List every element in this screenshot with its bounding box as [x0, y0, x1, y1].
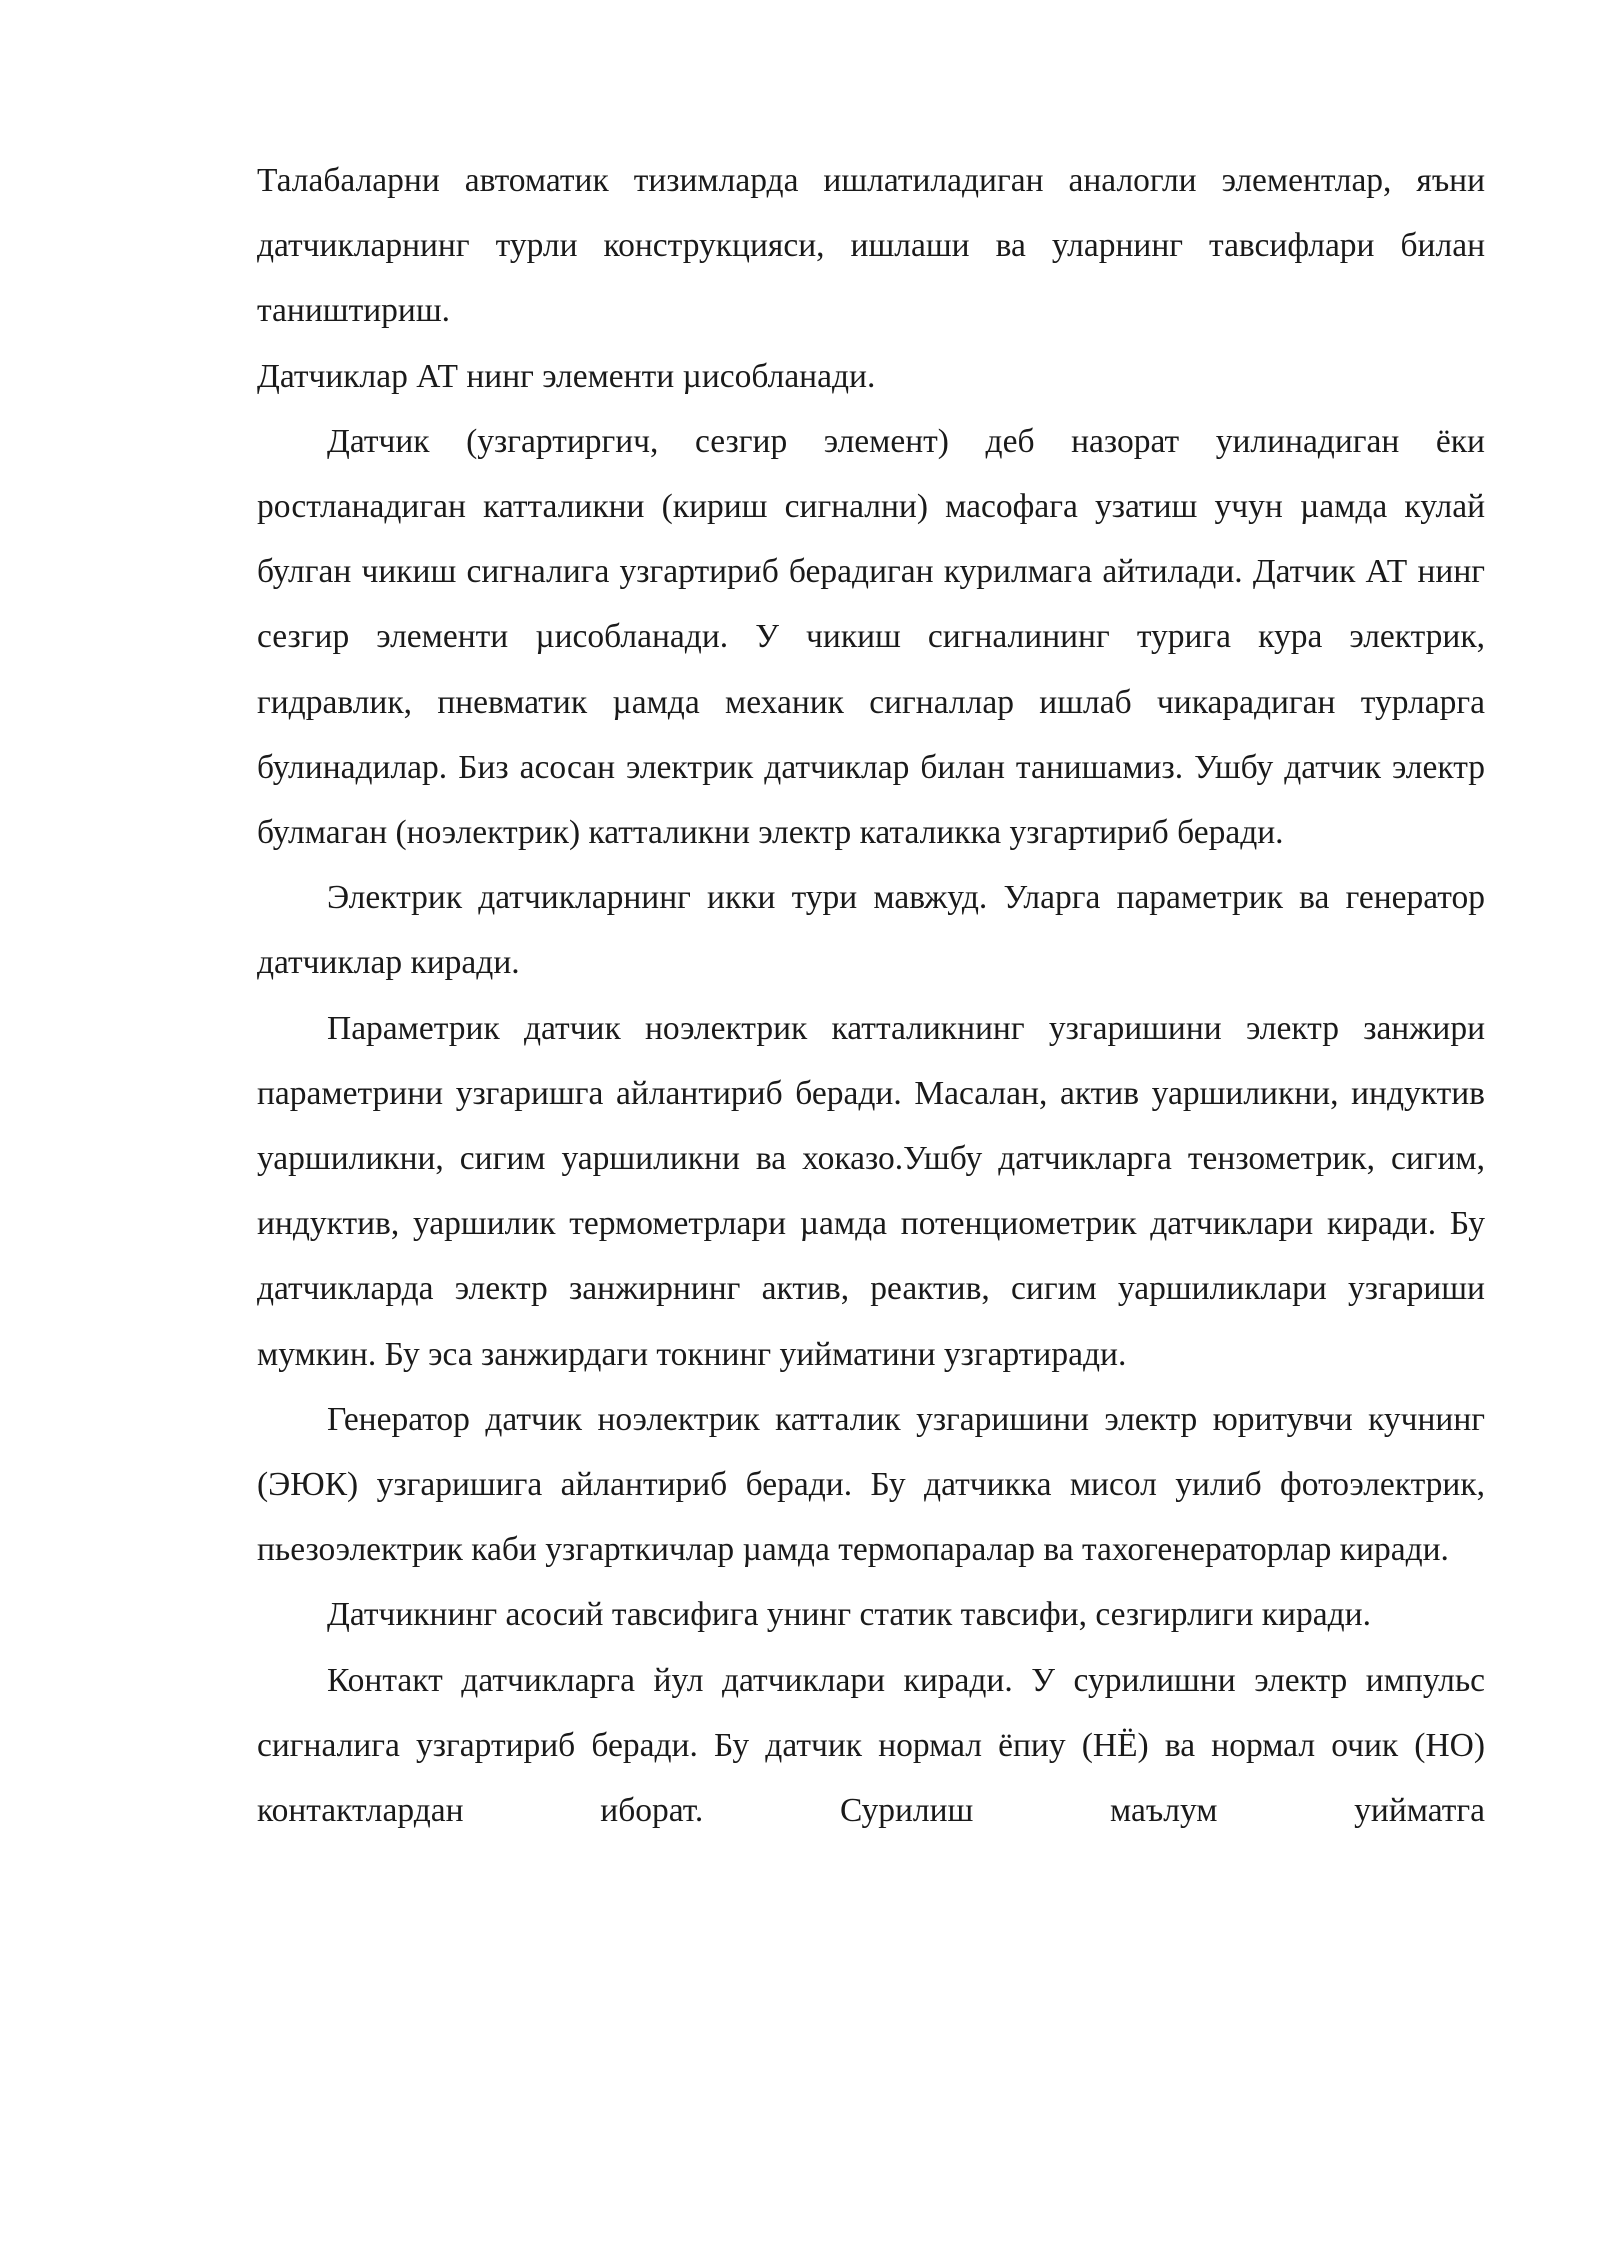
paragraph-definition-short: Датчиклар АТ нинг элементи µисобланади.	[257, 357, 876, 395]
paragraph-electric-sensor-types: Электрик датчикларнинг икки тури мавжуд. Уларга параметрик ва генератор датчиклар киради.	[257, 879, 1485, 982]
document-body	[257, 148, 1485, 1843]
paragraph-contact-sensors: Контакт датчикларга йул датчиклари киради. У сурилишни электр импульс сигналига узгартириб беради. Бу датчик нормал ёпиу (НЁ) ва нормал очик (НО) контактлардан иборат. Сурилиш маълум уийматга	[257, 1661, 1485, 1830]
paragraph-intro: Талабаларни автоматик тизимларда ишлатиладиган аналогли элементлар, яъни датчикларнинг турли конструкцияси, ишлаши ва уларнинг тавсифлари билан таништириш.	[257, 162, 1485, 330]
paragraph-sensor-characteristics: Датчикнинг асосий тавсифига унинг статик тавсифи, сезгирлиги киради.	[327, 1596, 1371, 1634]
paragraph-generator-sensor: Генератор датчик ноэлектрик катталик узгаришини электр юритувчи кучнинг (ЭЮК) узгаришига айлантириб беради. Бу датчикка мисол уилиб фотоэлектрик, пьезоэлектрик каби узгарткичлар µамда термопаралар ва тахогенераторлар киради.	[257, 1400, 1485, 1569]
paragraph-parametric-sensor: Параметрик датчик ноэлектрик катталикнинг узгаришини электр занжири параметрини узгаришга айлантириб беради. Масалан, актив уаршиликни, индуктив уаршиликни, сигим уаршиликни ва хоказо.Ушбу датчикларга тензометрик, сигим, индуктив, уаршилик термометрлари µамда потенциометрик датчиклари киради. Бу датчикларда электр занжирнинг актив, реактив, сигим уаршиликлари узгариши мумкин. Бу эса занжирдаги токнинг уийматини узгартиради.	[257, 1009, 1485, 1373]
paragraph-sensor-definition: Датчик (узгартиргич, сезгир элемент) деб назорат уилинадиган ёки ростланадиган катталикни (кириш сигнални) масофага узатиш учун µамда кулай булган чикиш сигналига узгартириб берадиган курилмага айтилади. Датчик АТ нинг сезгир элементи µисобланади. У чикиш сигналининг турига кура электрик, гидравлик, пневматик µамда механик сигналлар ишлаб чикарадиган турларга булинадилар. Биз асосан электрик датчиклар билан танишамиз. Ушбу датчик электр булмаган (ноэлектрик) катталикни электр каталикка узгартириб беради.	[257, 422, 1485, 852]
